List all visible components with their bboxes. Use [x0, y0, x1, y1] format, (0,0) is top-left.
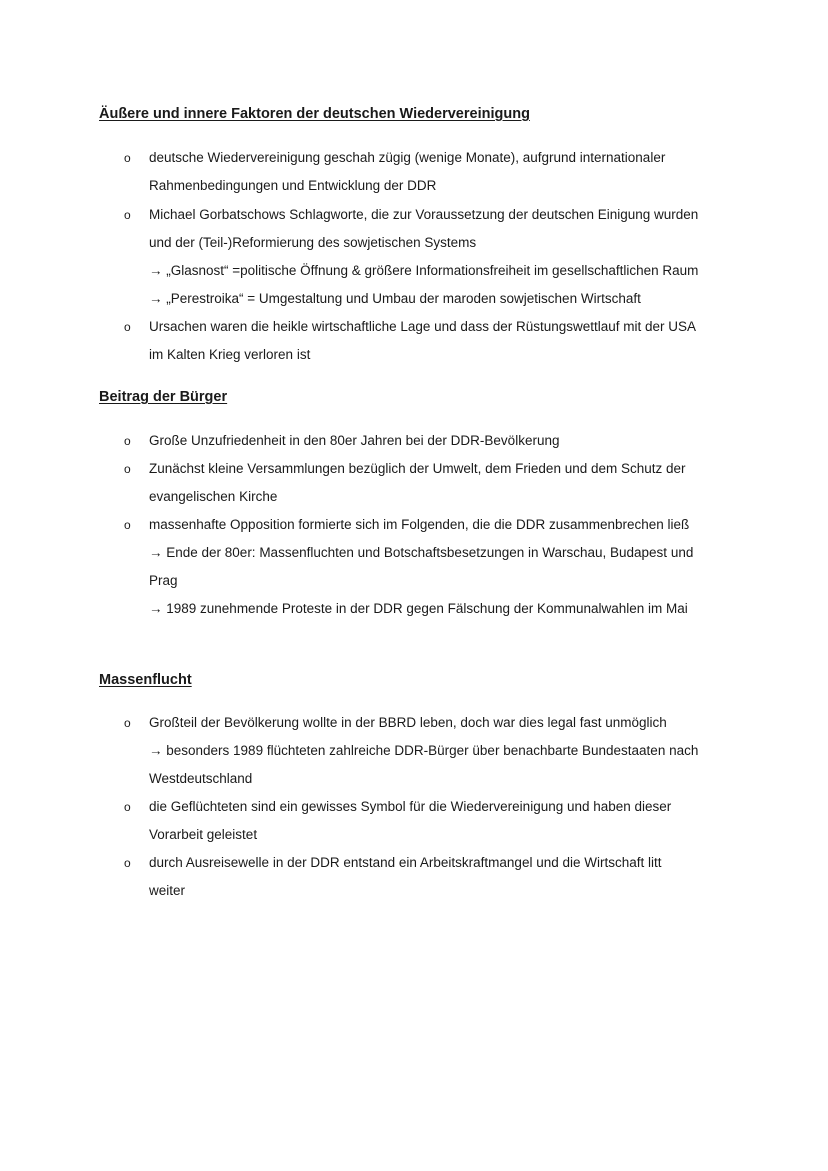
text-line: Vorarbeit geleistet	[149, 827, 258, 842]
bullet-marker: o	[124, 462, 131, 476]
arrow-text-line: → „Perestroika“ = Umgestaltung und Umbau der maroden sowjetischen Wirtschaft	[149, 291, 641, 306]
bullet-marker: o	[124, 518, 131, 532]
bullet-marker: o	[124, 856, 131, 870]
text-line: Zunächst kleine Versammlungen bezüglich der Umwelt, dem Frieden und dem Schutz der	[149, 461, 686, 476]
bullet-marker: o	[124, 800, 131, 814]
text-line: Große Unzufriedenheit in den 80er Jahren bei der DDR-Bevölkerung	[149, 433, 560, 448]
section-heading-massenflucht: Massenflucht	[99, 672, 192, 688]
bullet-marker: o	[124, 434, 131, 448]
text-line: Großteil der Bevölkerung wollte in der BBRD leben, doch war dies legal fast unmöglich	[149, 715, 667, 730]
section-heading-beitrag-der-buerger: Beitrag der Bürger	[99, 389, 228, 405]
text-line: Ursachen waren die heikle wirtschaftliche Lage und dass der Rüstungswettlauf mit der USA	[149, 319, 697, 334]
text-line: im Kalten Krieg verloren ist	[149, 347, 311, 362]
text-line: deutsche Wiedervereinigung geschah zügig (wenige Monate), aufgrund internationaler	[149, 150, 666, 165]
bullet-marker: o	[124, 208, 131, 222]
text-line: Westdeutschland	[149, 771, 253, 786]
section-heading-aeussere-innere-faktoren: Äußere und innere Faktoren der deutschen Wiedervereinigung	[99, 106, 530, 122]
text-line: Prag	[149, 573, 178, 588]
arrow-text-line: → besonders 1989 flüchteten zahlreiche DDR-Bürger über benachbarte Bundestaaten nach	[149, 743, 699, 758]
text-line: evangelischen Kirche	[149, 489, 278, 504]
text-line: und der (Teil-)Reformierung des sowjetischen Systems	[149, 235, 477, 250]
text-line: massenhafte Opposition formierte sich im Folgenden, die die DDR zusammenbrechen ließ	[149, 517, 690, 532]
arrow-text-line: → „Glasnost“ =politische Öffnung & größere Informationsfreiheit im gesellschaftlichen Raum	[149, 263, 699, 278]
text-line: die Geflüchteten sind ein gewisses Symbol für die Wiedervereinigung und haben dieser	[149, 799, 672, 814]
text-line: Rahmenbedingungen und Entwicklung der DDR	[149, 178, 437, 193]
arrow-text-line: → Ende der 80er: Massenfluchten und Botschaftsbesetzungen in Warschau, Budapest und	[149, 545, 694, 560]
bullet-marker: o	[124, 716, 131, 730]
text-line: durch Ausreisewelle in der DDR entstand ein Arbeitskraftmangel und die Wirtschaft litt	[149, 855, 662, 870]
arrow-text-line: → 1989 zunehmende Proteste in der DDR gegen Fälschung der Kommunalwahlen im Mai	[149, 601, 688, 616]
text-line: weiter	[149, 883, 186, 898]
text-line: Michael Gorbatschows Schlagworte, die zur Voraussetzung der deutschen Einigung wurden	[149, 207, 699, 222]
bullet-marker: o	[124, 151, 131, 165]
bullet-marker: o	[124, 320, 131, 334]
